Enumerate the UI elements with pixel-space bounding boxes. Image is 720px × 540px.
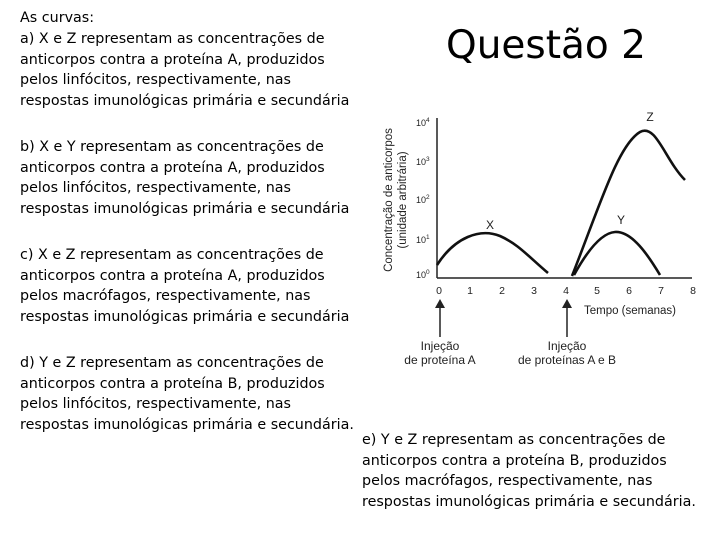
option-d-line: respostas imunológicas primária e secundária. xyxy=(20,416,354,433)
injection-a-label: Injeção xyxy=(420,339,460,353)
y-tick-label: $10^2$ xyxy=(416,194,430,205)
option-d-line: d) Y e Z representam as concentrações de xyxy=(20,355,324,371)
y-tick-label: $10^0$ xyxy=(416,269,430,280)
curve-label-z: Z xyxy=(646,110,654,124)
option-a-line: anticorpos contra a proteína A, produzidos xyxy=(20,51,325,68)
y-tick-label: $10^3$ xyxy=(416,156,430,167)
option-b-line: anticorpos contra a proteína A, produzidos xyxy=(20,159,325,176)
x-tick-label: 2 xyxy=(499,285,505,297)
option-e-line: pelos macrófagos, respectivamente, nas xyxy=(362,473,653,489)
option-b xyxy=(20,137,349,219)
y-tick-labels xyxy=(416,117,430,280)
x-tick-label: 4 xyxy=(563,285,569,297)
injection-a-label: de proteína A xyxy=(404,353,476,367)
x-tick-label: 3 xyxy=(531,285,537,297)
x-tick-label: 7 xyxy=(658,285,664,297)
curve-label-x: X xyxy=(485,218,495,232)
option-d-line: anticorpos contra a proteína B, produzidos xyxy=(20,375,325,392)
option-a-line: respostas imunológicas primária e secundária xyxy=(20,92,350,109)
x-tick-label: 1 xyxy=(467,285,473,297)
x-tick-label: 8 xyxy=(690,285,696,297)
option-e-line: anticorpos contra a proteína B, produzidos xyxy=(362,452,667,469)
injection-b-label: de proteínas A e B xyxy=(517,353,617,367)
option-c-line: respostas imunológicas primária e secundária xyxy=(20,308,350,325)
y-axis-subtitle: (unidade arbitrária) xyxy=(397,151,409,249)
option-c-line: pelos macrófagos, respectivamente, nas xyxy=(20,288,311,304)
curve-label-y: Y xyxy=(616,213,626,227)
option-c xyxy=(20,245,349,327)
option-e-line: respostas imunológicas primária e secundária. xyxy=(362,493,696,510)
option-d xyxy=(20,353,354,435)
option-b-line: pelos linfócitos, respectivamente, nas xyxy=(20,180,291,196)
injection-b-label: Injeção xyxy=(547,339,587,353)
option-e-line: e) Y e Z representam as concentrações de xyxy=(362,432,666,448)
y-tick-label: $10^1$ xyxy=(416,234,430,245)
x-tick-label: 6 xyxy=(626,285,632,297)
curve-x xyxy=(437,233,548,273)
x-tick-label: 5 xyxy=(594,285,600,297)
x-tick-labels xyxy=(436,285,696,297)
curve-z xyxy=(572,131,685,276)
option-b-line: respostas imunológicas primária e secundária xyxy=(20,200,350,217)
option-b-line: b) X e Y representam as concentrações de xyxy=(20,139,324,155)
option-c-line: anticorpos contra a proteína A, produzidos xyxy=(20,267,325,284)
antibody-graph xyxy=(370,108,710,380)
y-tick-label: $10^4$ xyxy=(416,117,430,128)
x-tick-label: 0 xyxy=(436,285,442,297)
option-a xyxy=(20,29,349,111)
injection-a-arrowhead xyxy=(435,299,445,308)
option-a-line: a) X e Z representam as concentrações de xyxy=(20,31,325,47)
option-d-line: pelos linfócitos, respectivamente, nas xyxy=(20,396,291,412)
question-header xyxy=(20,8,94,29)
header-text: As curvas: xyxy=(20,10,95,26)
option-e xyxy=(362,430,696,512)
slide-title: Questão 2 xyxy=(446,23,646,68)
injection-b-arrowhead xyxy=(562,299,572,308)
x-axis-title: Tempo (semanas) xyxy=(583,305,677,317)
option-c-line: c) X e Z representam as concentrações de xyxy=(20,247,324,263)
y-axis-title: Concentração de anticorpos xyxy=(383,128,395,272)
option-a-line: pelos linfócitos, respectivamente, nas xyxy=(20,72,291,88)
